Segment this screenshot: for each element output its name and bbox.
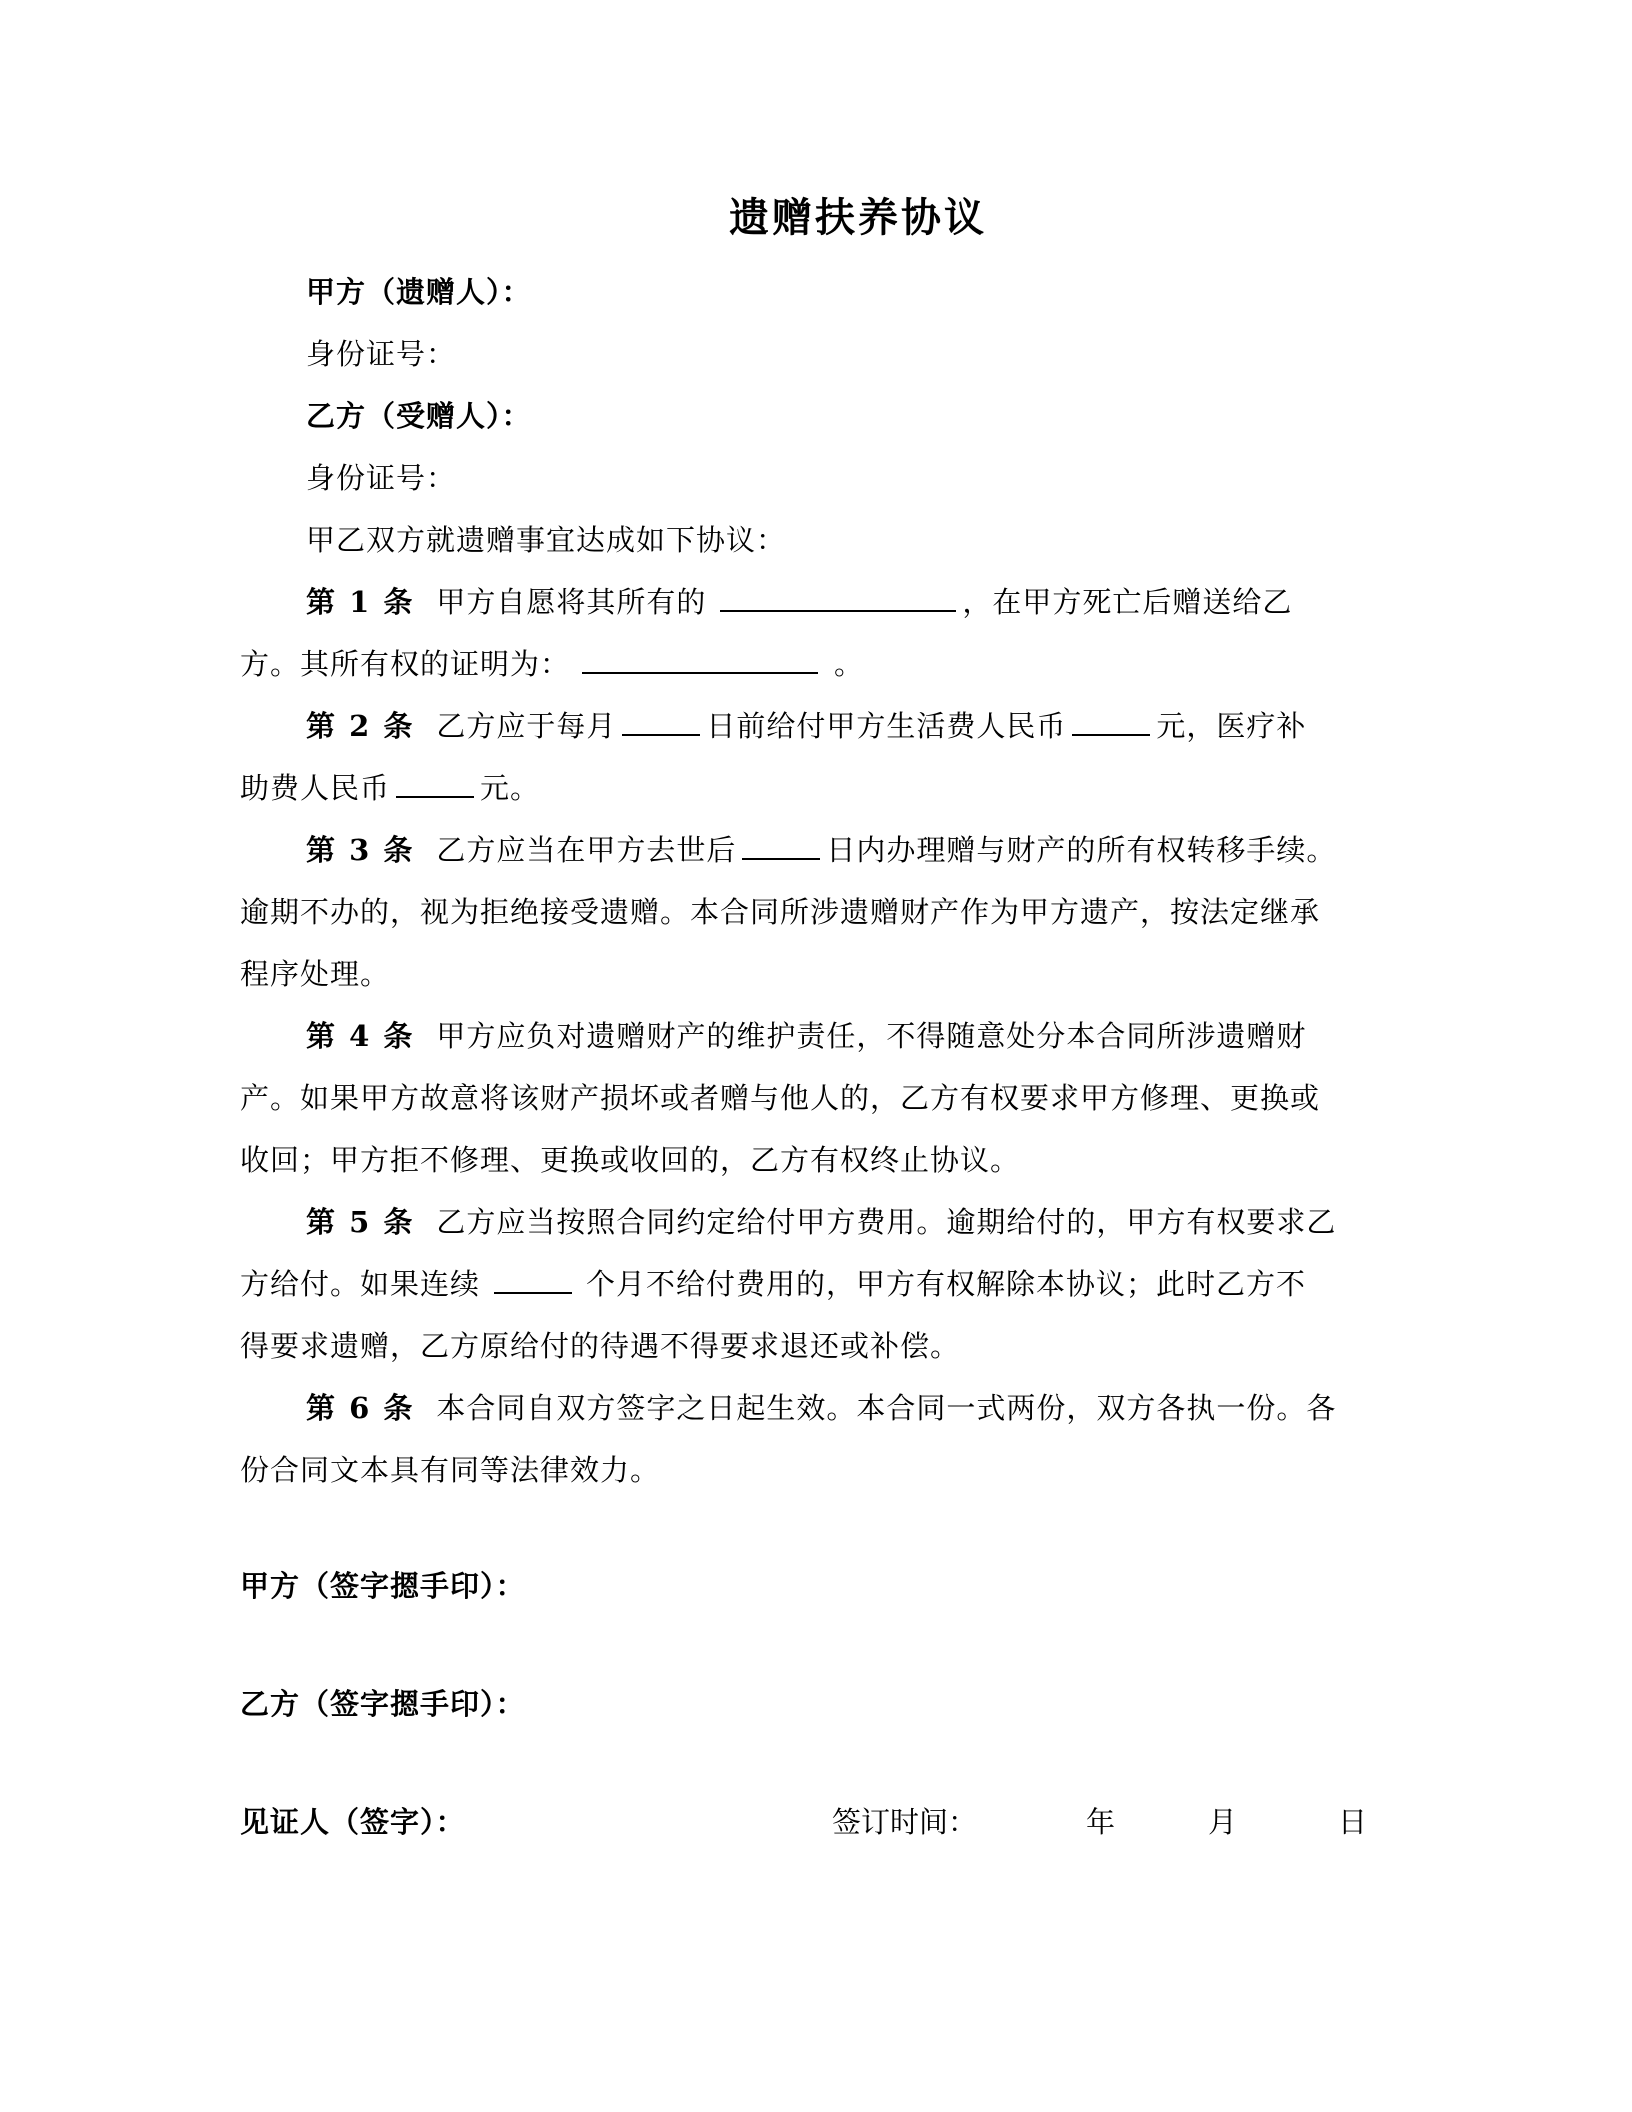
article-3-text-a: 乙方应当在甲方去世后 [436,833,737,867]
article-1-label: 第 1 条 [306,585,415,619]
article-5-blank-months[interactable] [494,1264,572,1294]
article-4-text-a: 甲方应负对遗赠财产的维护责任，不得随意处分本合同所涉遗赠财 [436,1019,1307,1053]
article-6-line-1 [306,1388,1336,1428]
article-2-line-2 [240,768,540,808]
article-3-line-2: 逾期不办的，视为拒绝接受遗赠。本合同所涉遗赠财产作为甲方遗产，按法定继承 [240,895,1321,929]
article-1-blank-property[interactable] [720,582,956,612]
article-2-text-b: 日前给付甲方生活费人民币 [706,709,1067,743]
article-5-line-2 [240,1264,1306,1304]
article-5-line-1 [306,1202,1336,1242]
party-b-label: 乙方（受赠人）： [306,399,532,433]
article-2-text-c: 元，医疗补 [1156,709,1307,743]
article-3-line-3: 程序处理。 [240,957,391,991]
article-2-text-d: 助费人民币 [240,771,391,805]
article-1-line-2 [240,644,864,684]
article-1-text-b: ，在甲方死亡后赠送给乙 [962,585,1293,619]
article-3-blank-days[interactable] [742,830,820,860]
article-6-text-a: 本合同自双方签字之日起生效。本合同一式两份，双方各执一份。各 [436,1391,1337,1425]
article-4-label: 第 4 条 [306,1019,415,1053]
article-3-line-1 [306,830,1336,870]
article-2-text-e: 元。 [480,771,541,805]
article-1-blank-certificate[interactable] [582,644,818,674]
witness-signature: 见证人（签字）： [240,1805,466,1839]
article-6-line-2: 份合同文本具有同等法律效力。 [240,1453,661,1487]
article-1-text-d: 。 [834,647,865,681]
article-1-text-a: 甲方自愿将其所有的 [436,585,707,619]
party-a-label: 甲方（遗赠人）： [306,275,532,309]
party-a-id: 身份证号： [306,337,457,371]
article-5-text-a: 乙方应当按照合同约定给付甲方费用。逾期给付的，甲方有权要求乙 [436,1205,1337,1239]
party-b-id: 身份证号： [306,461,457,495]
party-b-signature: 乙方（签字摁手印）： [240,1687,526,1721]
article-1-text-c: 方。其所有权的证明为： [240,647,571,681]
sign-month-label: 月 [1208,1805,1238,1839]
article-2-blank-day[interactable] [622,706,700,736]
article-2-blank-medical[interactable] [396,768,474,798]
article-5-label: 第 5 条 [306,1205,415,1239]
article-4-line-3: 收回；甲方拒不修理、更换或收回的，乙方有权终止协议。 [240,1143,1021,1177]
sign-time-label: 签订时间： [832,1805,978,1839]
article-4-line-1 [306,1016,1306,1056]
article-5-text-b: 方给付。如果连续 [240,1267,481,1301]
party-a-signature: 甲方（签字摁手印）： [240,1569,526,1603]
article-2-line-1 [306,706,1306,746]
article-2-label: 第 2 条 [306,709,415,743]
article-5-text-c: 个月不给付费用的，甲方有权解除本协议；此时乙方不 [586,1267,1307,1301]
article-3-text-b: 日内办理赠与财产的所有权转移手续。 [826,833,1337,867]
article-5-line-3: 得要求遗赠，乙方原给付的待遇不得要求退还或补偿。 [240,1329,961,1363]
document-title: 遗赠扶养协议 [729,194,987,241]
sign-day-label: 日 [1338,1805,1368,1839]
intro-text: 甲乙双方就遗赠事宜达成如下协议： [306,523,787,557]
article-3-label: 第 3 条 [306,833,415,867]
sign-year-label: 年 [1086,1805,1116,1839]
article-2-blank-living-cost[interactable] [1072,706,1150,736]
article-1-line-1 [306,582,1292,622]
article-2-text-a: 乙方应于每月 [436,709,617,743]
article-6-label: 第 6 条 [306,1391,415,1425]
article-4-line-2: 产。如果甲方故意将该财产损坏或者赠与他人的，乙方有权要求甲方修理、更换或 [240,1081,1321,1115]
